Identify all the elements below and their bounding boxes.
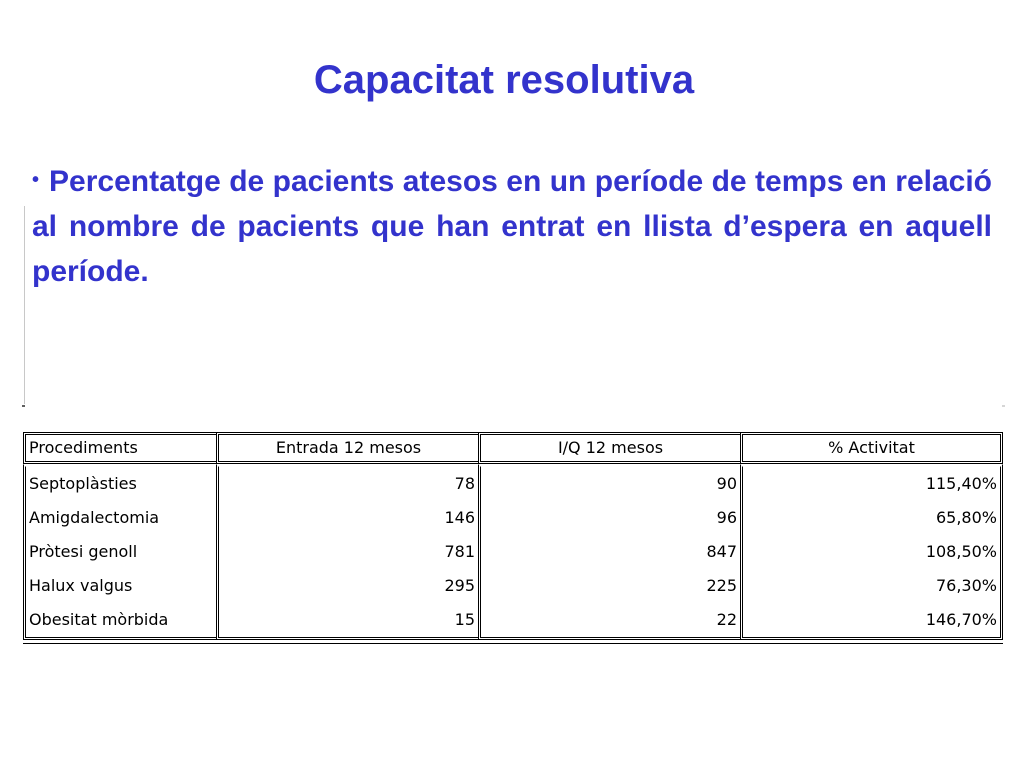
table-container [23,432,1003,644]
frame-corner-mark-right [1002,405,1005,407]
cell-procediment: Pròtesi genoll [23,535,216,569]
cell-activitat: 65,80% [740,501,1003,535]
cell-iq: 225 [478,569,740,603]
cell-entrada: 78 [216,464,478,501]
table-row [23,569,1003,603]
cell-iq: 90 [478,464,740,501]
cell-procediment: Halux valgus [23,569,216,603]
cell-entrada: 781 [216,535,478,569]
bullet-icon: • [32,169,40,191]
frame-left-line [24,206,25,404]
cell-iq: 96 [478,501,740,535]
header-entrada: Entrada 12 mesos [216,432,478,464]
cell-procediment: Obesitat mòrbida [23,603,216,640]
header-procediments: Procediments [23,432,216,464]
table-row [23,535,1003,569]
header-iq: I/Q 12 mesos [478,432,740,464]
cell-entrada: 146 [216,501,478,535]
frame-corner-mark-left [22,405,25,407]
cell-procediment: Septoplàsties [23,464,216,501]
cell-iq: 847 [478,535,740,569]
table-row [23,501,1003,535]
procedures-table [23,432,1003,644]
cell-iq: 22 [478,603,740,640]
table-row [23,464,1003,501]
cell-activitat: 76,30% [740,569,1003,603]
cell-procediment: Amigdalectomia [23,501,216,535]
bullet-paragraph [32,158,992,294]
table-row [23,603,1003,640]
header-activitat: % Activitat [740,432,1003,464]
cell-activitat: 108,50% [740,535,1003,569]
table-header-row [23,432,1003,464]
cell-entrada: 15 [216,603,478,640]
slide-title: Capacitat resolutiva [313,58,695,102]
cell-activitat: 115,40% [740,464,1003,501]
cell-activitat: 146,70% [740,603,1003,640]
cell-entrada: 295 [216,569,478,603]
bullet-text: Percentatge de pacients atesos en un període de temps en relació al nombre de pacients que han entrat en llista d’espera en aquell període. [32,165,992,288]
